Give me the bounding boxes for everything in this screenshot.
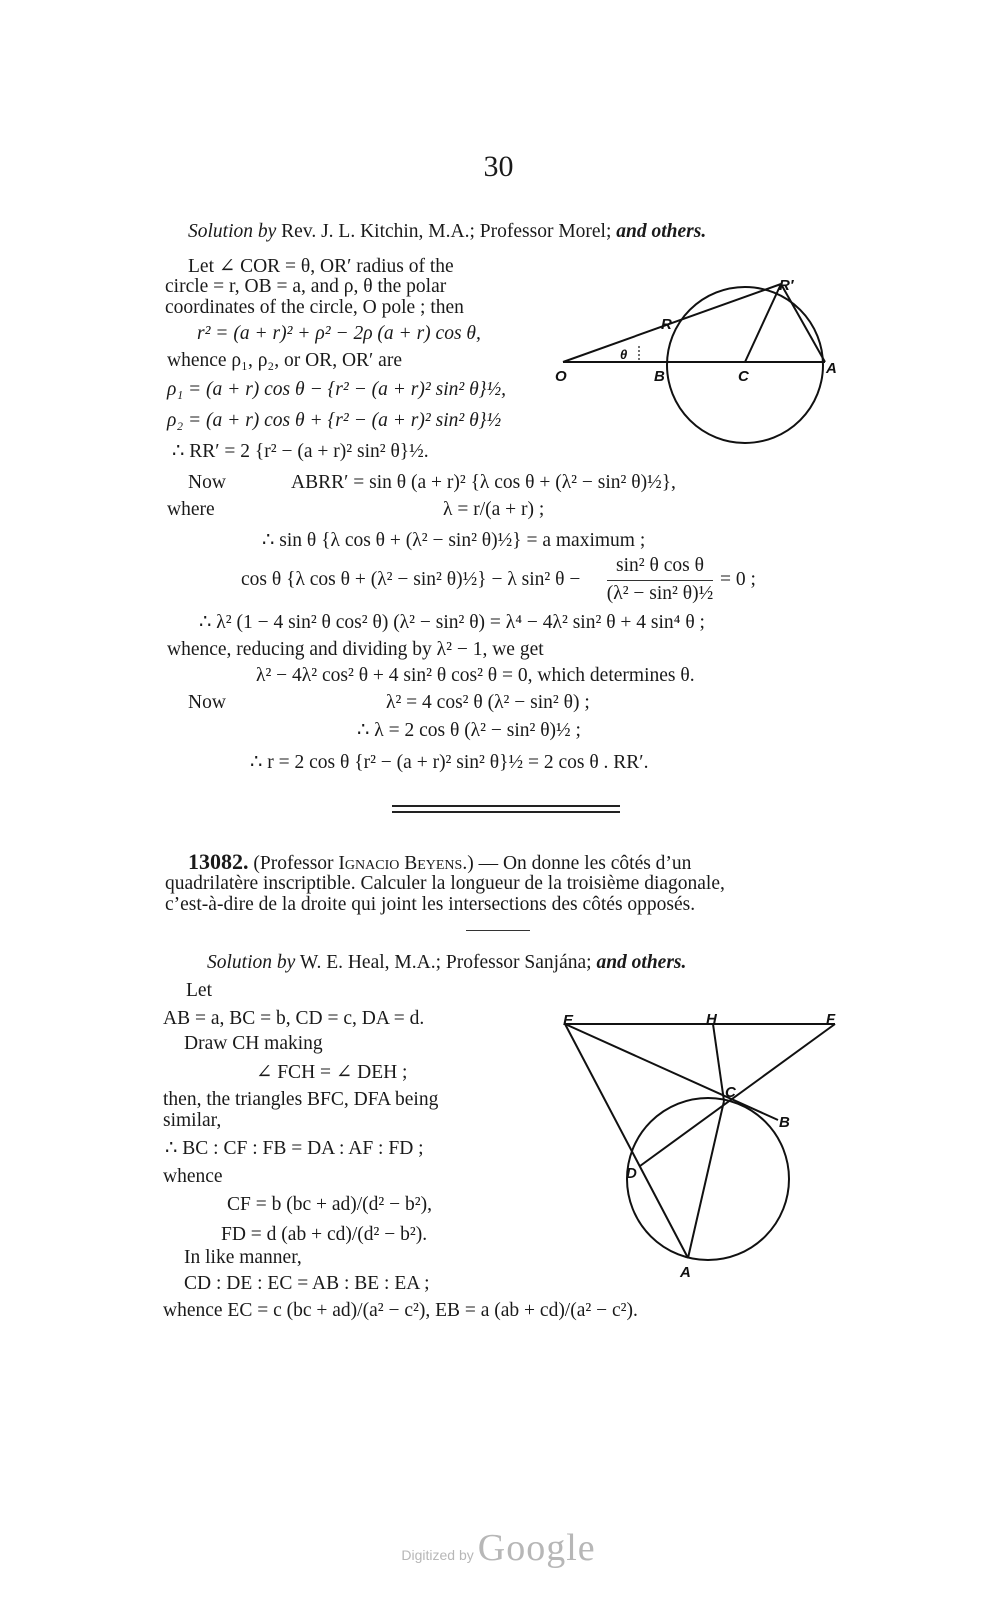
separator: ;	[469, 221, 475, 242]
short-divider	[466, 930, 530, 931]
sol2-line: then, the triangles BFC, DFA being	[163, 1089, 439, 1110]
sol1-line: circle = r, OB = a, and ρ, θ the polar	[165, 276, 447, 297]
line-EA	[565, 1024, 688, 1258]
equation-derivative-left: cos θ {λ cos θ + (λ² − sin² θ)½} − λ sin² θ −	[241, 569, 581, 590]
digitized-text: Digitized by	[401, 1547, 474, 1563]
sol2-line: In like manner,	[184, 1247, 302, 1268]
now-label: Now	[188, 472, 226, 493]
label-E: E	[563, 1012, 574, 1029]
statement-start: — On donne les côtés d’un	[478, 853, 692, 874]
label-A: A	[680, 1264, 691, 1281]
label-D: D	[626, 1165, 637, 1182]
page-number: 30	[483, 150, 514, 183]
line-FD	[640, 1024, 835, 1166]
solution-header	[188, 221, 706, 243]
separator: ;	[435, 952, 442, 973]
problem-line-3: c’est-à-dire de la droite qui joint les intersections des côtés opposés.	[165, 894, 696, 915]
line-RA	[781, 284, 825, 362]
sol2-line: Let	[186, 980, 212, 1001]
label-R: R	[661, 316, 672, 333]
proposer-close: )	[467, 853, 474, 874]
equation-derivative-right: = 0 ;	[720, 569, 756, 590]
equation-final: ∴ r = 2 cos θ {r² − (a + r)² sin² θ}½ = 2 cos θ . RR′.	[250, 752, 649, 773]
figure-circle-2	[627, 1098, 789, 1260]
line-OR	[563, 284, 781, 362]
label-C: C	[725, 1084, 736, 1101]
sol2-line: CF = b (bc + ad)/(d² − b²),	[227, 1194, 432, 1215]
label-F: F	[826, 1011, 836, 1028]
sol1-line: Let ∠ COR = θ, OR′ radius of the	[188, 256, 454, 277]
author-1: Rev. J. L. Kitchin, M.A.	[281, 221, 470, 242]
header-suffix: and others.	[596, 952, 687, 973]
label-O: O	[555, 368, 567, 385]
header-prefix: Solution by	[207, 952, 296, 973]
equation-determines: λ² − 4λ² cos² θ + 4 sin² θ cos² θ = 0, which determines θ.	[256, 665, 695, 686]
equation-lambda-sq: λ² = 4 cos² θ (λ² − sin² θ) ;	[386, 692, 590, 713]
fraction-denominator: (λ² − sin² θ)½	[606, 583, 714, 604]
sol1-line: ρ₂ = (a + r) cos θ + {r² − (a + r)² sin² θ}½	[167, 410, 502, 431]
problem-line-1	[188, 851, 691, 875]
reducing-text: whence, reducing and dividing by λ² − 1, we get	[167, 639, 544, 660]
author-2: Professor Sanjána	[445, 952, 587, 973]
equation-therefore: ∴ λ² (1 − 4 sin² θ cos² θ) (λ² − sin² θ) = λ⁴ − 4λ² sin² θ + 4 sin⁴ θ ;	[199, 612, 705, 633]
label-A: A	[826, 360, 837, 377]
sol2-line: CD : DE : EC = AB : BE : EA ;	[184, 1273, 430, 1294]
author-1: W. E. Heal, M.A.	[299, 952, 436, 973]
label-H: H	[706, 1011, 717, 1028]
proposer-name: Ignacio Beyens.	[338, 853, 468, 874]
digitized-footer	[0, 1526, 997, 1570]
equation-abrr: ABRR′ = sin θ (a + r)² {λ cos θ + (λ² − sin² θ)½},	[291, 472, 676, 493]
header-suffix: and others.	[616, 221, 707, 242]
label-B: B	[654, 368, 665, 385]
sol2-line: Draw CH making	[184, 1033, 323, 1054]
line-AC	[688, 1101, 724, 1258]
label-B: B	[779, 1114, 790, 1131]
sol1-line: ρ₁ = (a + r) cos θ − {r² − (a + r)² sin² θ}½,	[167, 379, 506, 400]
solution-header-2	[207, 952, 686, 974]
label-theta: θ	[620, 347, 628, 362]
problem-line-2: quadrilatère inscriptible. Calculer la longueur de la troisième diagonale,	[165, 873, 725, 894]
line-CH	[713, 1024, 724, 1101]
proposer-open: (Professor	[253, 853, 334, 874]
equation-lambda-def: λ = r/(a + r) ;	[443, 499, 545, 520]
section-divider-bottom	[392, 811, 620, 813]
problem-number: 13082.	[188, 849, 249, 874]
sol2-line: ∴ BC : CF : FB = DA : AF : FD ;	[165, 1138, 424, 1159]
sol1-line: ∴ RR′ = 2 {r² − (a + r)² sin² θ}½.	[172, 441, 429, 462]
fraction-bar	[607, 580, 713, 581]
google-logo-text: Google	[477, 1527, 596, 1569]
sol2-line: AB = a, BC = b, CD = c, DA = d.	[163, 1008, 425, 1029]
sol2-line: ∠ FCH = ∠ DEH ;	[256, 1062, 408, 1083]
figure-circle	[667, 287, 823, 443]
sol1-line: coordinates of the circle, O pole ; then	[165, 297, 464, 318]
equation-lambda: ∴ λ = 2 cos θ (λ² − sin² θ)½ ;	[357, 720, 581, 741]
sol2-line: FD = d (ab + cd)/(d² − b²).	[221, 1224, 428, 1245]
author-2: Professor Morel	[479, 221, 606, 242]
where-label: where	[167, 499, 215, 520]
fraction-numerator: sin² θ cos θ	[616, 555, 704, 576]
sol1-line: r² = (a + r)² + ρ² − 2ρ (a + r) cos θ,	[197, 323, 481, 344]
separator: ;	[586, 952, 592, 973]
header-prefix: Solution by	[188, 221, 277, 242]
figure-circle-chord	[555, 268, 855, 468]
sol2-line: whence	[163, 1166, 223, 1187]
now-label-2: Now	[188, 692, 226, 713]
equation-maximum: ∴ sin θ {λ cos θ + (λ² − sin² θ)½} = a maximum ;	[262, 530, 646, 551]
sol2-line: whence EC = c (bc + ad)/(a² − c²), EB = a (ab + cd)/(a² − c²).	[163, 1300, 638, 1321]
label-C: C	[738, 368, 749, 385]
figure-quadrilateral	[555, 1005, 855, 1285]
sol2-line: similar,	[163, 1110, 222, 1131]
separator: ;	[605, 221, 612, 242]
sol1-line: whence ρ₁, ρ₂, or OR, OR′ are	[167, 350, 402, 371]
section-divider-top	[392, 805, 620, 807]
label-R-prime: R′	[779, 277, 794, 294]
